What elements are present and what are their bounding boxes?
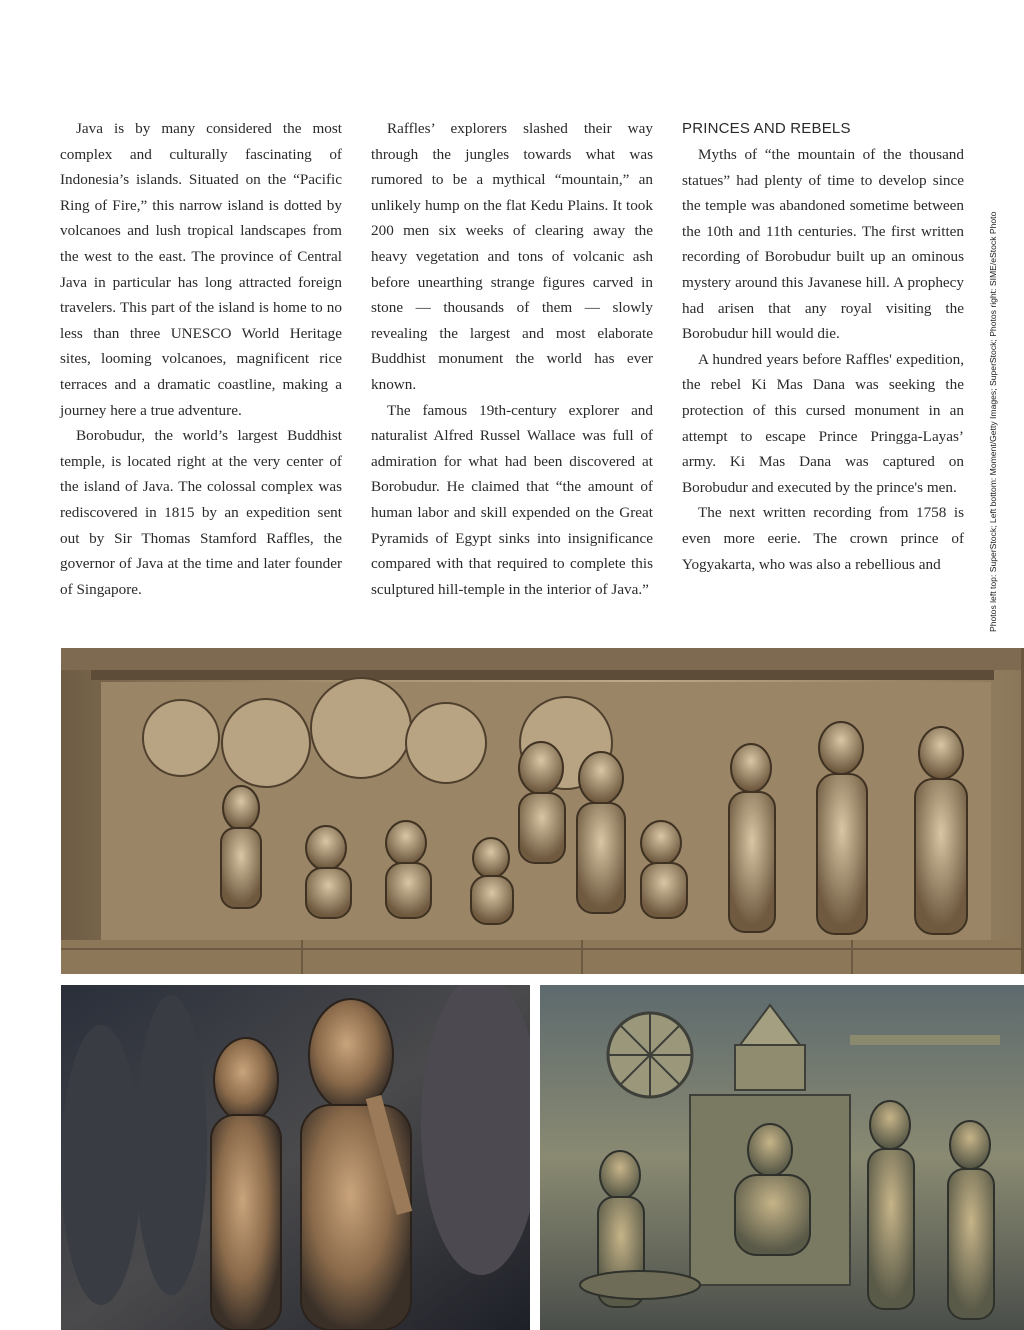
paragraph: Myths of “the mountain of the thousand statues” had plenty of time to develop since the temple was abandoned sometime between the 10th and 11th centuries. The first written recording of Borobudur built up an ominous mystery around this Javanese hill. A prophecy had arisen that any royal visiting the Borobudur hill would die. <box>682 146 964 343</box>
ornate-relief-photo <box>540 985 1024 1330</box>
relief-panel-photo <box>61 648 1024 974</box>
text-column-3 <box>682 116 964 577</box>
text-column-2 <box>371 116 653 602</box>
paragraph: Raffles’ explorers slashed their way through the jungles towards what was rumored to be a mythical “mountain,” an unlikely hump on the flat Kedu Plains. It took 200 men six weeks of clearing away the heavy vegetation and tons of volcanic ash before unearthing strange figures carved in stone — thousands of them — slowly revealing the largest and most elaborate Buddhist monument the world has ever known. <box>371 120 653 393</box>
paragraph: Borobudur, the world’s largest Buddhist temple, is located right at the very center of the island of Java. The colossal complex was rediscovered in 1815 by an expedition sent out by Sir Thomas Stamford Raffles, the governor of Java at the time and later founder of Singapore. <box>60 427 342 598</box>
stone-figures-closeup-photo <box>61 985 530 1330</box>
paragraph: Java is by many considered the most complex and culturally fascinating of Indonesia’s islands. Situated on the “Pacific Ring of Fire,” this narrow island is dotted by volcanoes and lush tropical landscapes from the west to the east. The province of Central Java in particular has long attracted foreign travelers. This part of the island is home to no less than three UNESCO World Heritage sites, looming volcanoes, magnificent rice terraces and a dramatic coastline, making a journey here a true adventure. <box>60 120 342 419</box>
paragraph: A hundred years before Raffles' expedition, the rebel Ki Mas Dana was seeking the protection of this cursed monument in an attempt to escape Prince Pringga-Layas’ army. Ki Mas Dana was captured on Borobudur and executed by the prince's men. <box>682 350 964 496</box>
text-column-1 <box>60 116 342 602</box>
section-heading: PRINCES AND REBELS <box>682 120 851 137</box>
photo-credit: Photos left top: SuperStock; Left bottom: Moment/Getty Images; SuperStock; Photos right: SIME/eStock Photo <box>988 211 998 632</box>
paragraph: The famous 19th-century explorer and naturalist Alfred Russel Wallace was full of admiration for what had been discovered at Borobudur. He claimed that “the amount of human labor and skill expended on the Great Pyramids of Egypt sinks into insignificance compared with that required to complete this sculptured hill-temple in the interior of Java.” <box>371 401 653 598</box>
paragraph: The next written recording from 1758 is even more eerie. The crown prince of Yogyakarta, who was also a rebellious and <box>682 504 964 573</box>
